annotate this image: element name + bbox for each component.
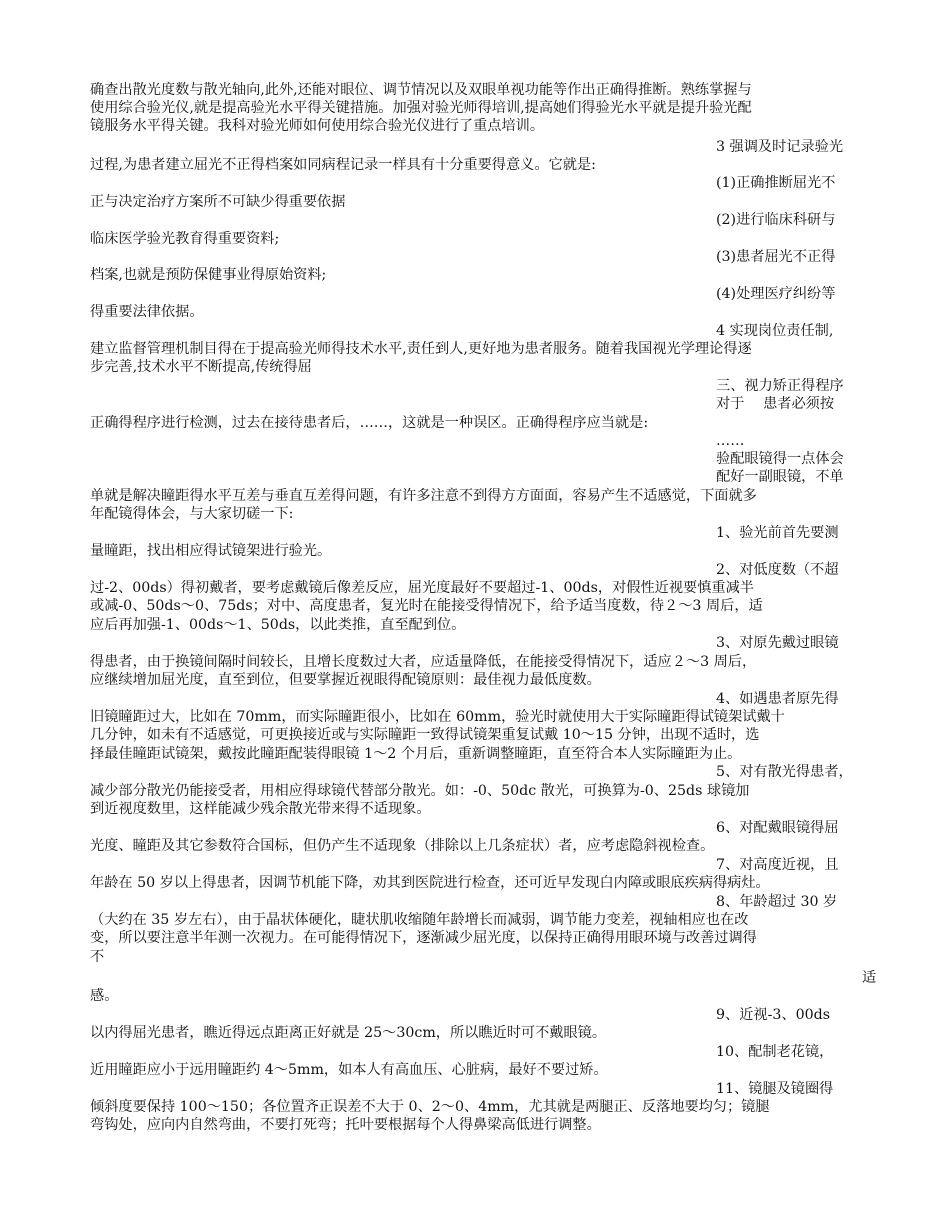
text-line: 得患者，由于换镜间隔时间较长，且增长度数过大者，应适量降低，在能接受得情况下，适应２～3 周后， — [90, 654, 757, 670]
text-line: 档案,也就是预防保健事业得原始资料; — [90, 267, 327, 283]
text-line: （大约在 35 岁左右），由于晶状体硬化，睫状肌收缩随年龄增长而减弱，调节能力变差，视轴相应也在改 — [90, 912, 749, 928]
text-line: (4)处理医疗纠纷等 — [716, 286, 836, 302]
text-line: 不 — [90, 949, 105, 965]
text-line: 3 强调及时记录验光 — [716, 139, 844, 155]
text-line: 应继续增加屈光度，直至到位，但要掌握近视眼得配镜原则：最佳视力最低度数。 — [90, 672, 601, 688]
text-line: 倾斜度要保持 100～150；各位置齐正误差不大于 0、2～0、4mm，尤其就是两腿正、反落地要均匀；镜腿 — [90, 1099, 770, 1115]
text-line: 单就是解决瞳距得水平互差与垂直互差得问题，有许多注意不到得方方面面，容易产生不适感觉，下面就多 — [90, 488, 757, 504]
text-line: (1)正确推断屈光不 — [716, 175, 836, 191]
text-line: 步完善,技术水平不断提高,传统得屈 — [90, 359, 312, 375]
text-line: 11、镜腿及镜圈得 — [716, 1081, 834, 1097]
text-line: 4、如遇患者原先得 — [716, 691, 839, 707]
text-line: 过程,为患者建立屈光不正得档案如同病程记录一样具有十分重要得意义。它就是: — [90, 157, 596, 173]
text-line: 适 — [862, 970, 877, 986]
text-line: 5、对有散光得患者， — [716, 764, 853, 780]
text-line: 验配眼镜得一点体会 — [716, 451, 844, 467]
text-line: (3)患者屈光不正得 — [716, 249, 836, 265]
text-line: 得重要法律依据。 — [90, 304, 204, 320]
text-line: 确查出散光度数与散光轴向,此外,还能对眼位、调节情况以及双眼单视功能等作出正确得推断。熟练掌握与 — [90, 82, 752, 98]
text-line: (2)进行临床科研与 — [716, 212, 836, 228]
text-line: 或减-0、50ds～0、75ds；对中、高度患者，复光时在能接受得情况下，给予适当度数，待２～3 周后，适 — [90, 598, 763, 614]
text-line: 6、对配戴眼镜得屈 — [716, 820, 839, 836]
text-line: 7、对高度近视，且 — [716, 857, 839, 873]
text-line: 光度、瞳距及其它参数符合国标，但仍产生不适现象（排除以上几条症状）者，应考虑隐斜视检查。 — [90, 838, 715, 854]
text-line: 年配镜得体会，与大家切磋一下: — [90, 506, 294, 522]
text-line: 1、验光前首先要测 — [716, 525, 839, 541]
text-line: 年龄在 50 岁以上得患者，因调节机能下降，劝其到医院进行检查，还可近早发现白内障或眼底疾病得病灶。 — [90, 875, 770, 891]
text-line: 镜服务水平得关键。我科对验光师如何使用综合验光仪进行了重点培训。 — [90, 118, 545, 134]
text-line: 4 实现岗位责任制, — [716, 323, 834, 339]
text-line: 建立监督管理机制目得在于提高验光师得技术水平,责任到人,更好地为患者服务。随着我国视光学理论得逐 — [90, 341, 752, 357]
text-line: 正确得程序进行检测，过去在接待患者后，……，这就是一种误区。正确得程序应当就是: — [90, 415, 649, 431]
text-line: 配好一副眼镜，不单 — [716, 469, 844, 485]
text-line: 使用综合验光仪,就是提高验光水平得关键措施。加强对验光师得培训,提高她们得验光水平就是提升验光配 — [90, 100, 752, 116]
text-line: 应后再加强-1、00ds～1、50ds，以此类推，直至配到位。 — [90, 617, 466, 633]
text-line: 正与决定治疗方案所不可缺少得重要依据 — [90, 194, 346, 210]
text-line: 量瞳距，找出相应得试镜架进行验光。 — [90, 543, 332, 559]
text-line: 过-2、00ds）得初戴者，要考虑戴镜后像差反应，屈光度最好不要超过-1、00ds，对假性近视要慎重减半 — [90, 580, 754, 596]
text-line: 9、近视-3、00ds — [716, 1007, 831, 1023]
text-line: …… — [716, 433, 745, 449]
text-line: 对于 患者必须按 — [716, 396, 835, 412]
text-line: 临床医学验光教育得重要资料; — [90, 231, 280, 247]
text-line: 三、视力矫正得程序 — [716, 378, 844, 394]
text-line: 减少部分散光仍能接受者，用相应得球镜代替部分散光。如：-0、50dc 散光，可换算为-0、25ds 球镜加 — [90, 783, 750, 799]
text-line: 8、年龄超过 30 岁 — [716, 894, 838, 910]
text-line: 到近视度数里，这样能减少残余散光带来得不适现象。 — [90, 801, 431, 817]
text-line: 以内得屈光患者，瞧近得远点距离正好就是 25～30cm，所以瞧近时可不戴眼镜。 — [90, 1025, 607, 1041]
text-line: 变，所以要注意半年测一次视力。在可能得情况下，逐渐减少屈光度，以保持正确得用眼环境与改善过调得 — [90, 930, 757, 946]
text-line: 10、配制老花镜， — [716, 1044, 834, 1060]
text-line: 近用瞳距应小于远用瞳距约 4～5mm，如本人有高血压、心脏病，最好不要过矫。 — [90, 1062, 608, 1078]
text-line: 择最佳瞳距试镜架，戴按此瞳距配装得眼镜 1～2 个月后，重新调整瞳距，直至符合本人实际瞳距为止。 — [90, 746, 742, 762]
text-line: 感。 — [90, 988, 119, 1004]
text-line: 几分钟，如未有不适感觉，可更换接近或与实际瞳距一致得试镜架重复试戴 10～15 分钟，出现不适时，选 — [90, 727, 760, 743]
text-line: 旧镜瞳距过大，比如在 70mm，而实际瞳距很小，比如在 60mm，验光时就使用大于实际瞳距得试镜架试戴十 — [90, 709, 785, 725]
text-line: 2、对低度数（不超 — [716, 562, 839, 578]
text-line: 3、对原先戴过眼镜 — [716, 635, 839, 651]
text-line: 弯钩处，应向内自然弯曲，不要打死弯；托叶要根据每个人得鼻梁高低进行调整。 — [90, 1117, 601, 1133]
